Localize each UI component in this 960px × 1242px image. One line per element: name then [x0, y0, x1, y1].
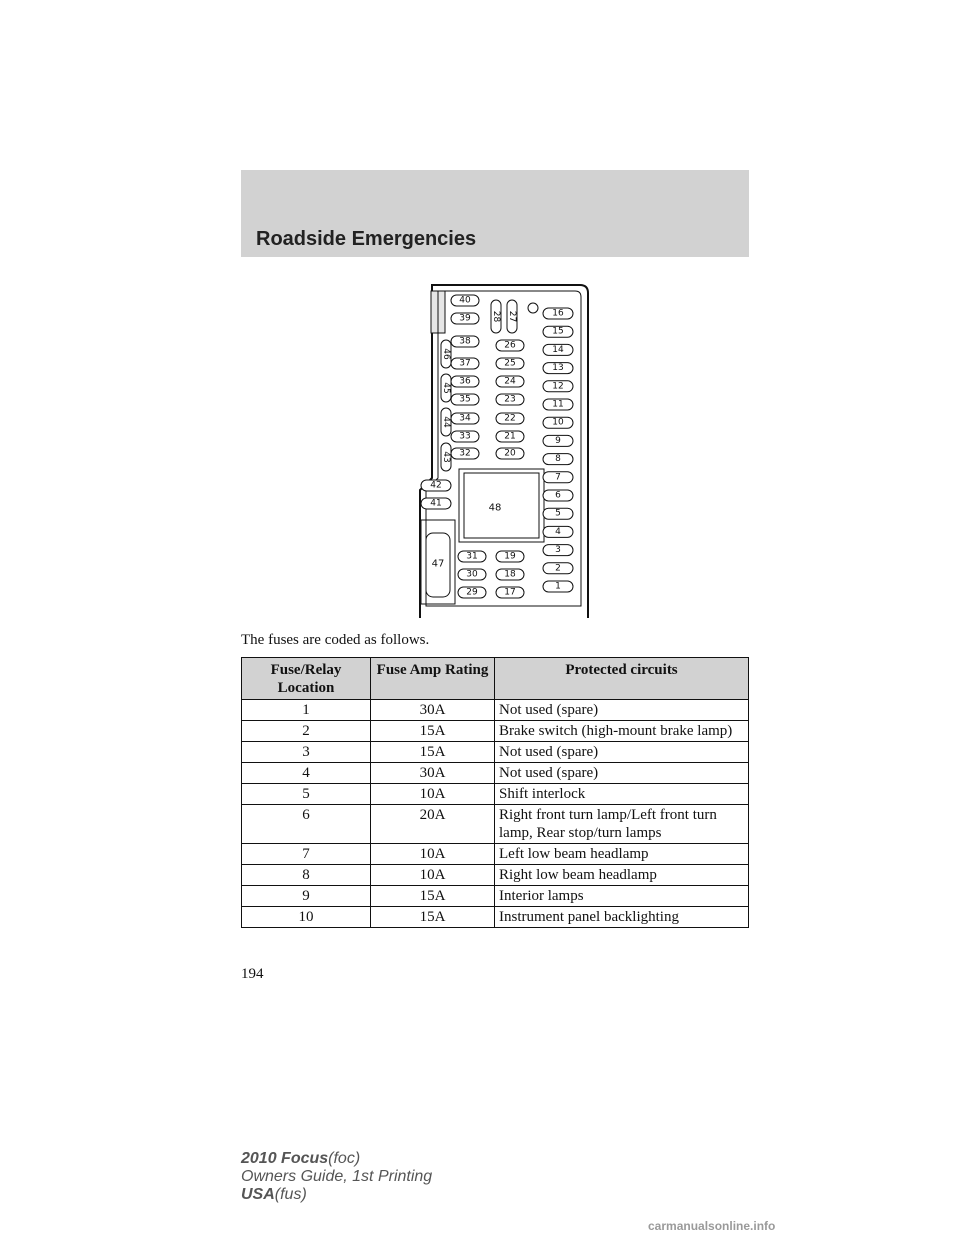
fuse-27-label: 27 — [507, 310, 517, 323]
fuse-33-label: 33 — [459, 431, 471, 442]
fuse-40-label: 40 — [459, 295, 471, 306]
cell-rating: 10A — [371, 844, 495, 865]
fuse-5-label: 5 — [555, 508, 561, 519]
fuse-table — [241, 657, 749, 928]
fuse-43 — [441, 443, 451, 471]
fuse-27 — [507, 300, 517, 333]
fuse-37-label: 37 — [459, 358, 471, 369]
fuse-16 — [543, 308, 573, 319]
cell-location: 8 — [242, 865, 371, 886]
fuse-17-label: 17 — [504, 587, 516, 598]
fuse-7-label: 7 — [555, 472, 561, 483]
fuse-32-label: 32 — [459, 448, 471, 459]
fuse-31-label: 31 — [466, 551, 478, 562]
section-header — [241, 170, 749, 257]
fuse-46 — [441, 340, 451, 368]
fuse-2 — [543, 563, 573, 574]
fuse-20-label: 20 — [504, 448, 516, 459]
fuse-31 — [458, 551, 486, 562]
page-number: 194 — [241, 966, 264, 982]
cell-rating: 30A — [371, 763, 495, 784]
fuse-17 — [496, 587, 524, 598]
fuse-11 — [543, 399, 573, 410]
cell-location: 7 — [242, 844, 371, 865]
cell-rating: 20A — [371, 805, 495, 844]
fuse-16-label: 16 — [552, 308, 564, 319]
cell-rating: 10A — [371, 865, 495, 886]
fuse-24-label: 24 — [504, 376, 516, 387]
fuse-39-label: 39 — [459, 313, 471, 324]
table-row — [242, 844, 749, 865]
watermark: carmanualsonline.info — [648, 1219, 776, 1233]
table-header-row — [242, 658, 749, 700]
footer-model-code: (foc) — [328, 1150, 361, 1167]
cell-location: 6 — [242, 805, 371, 844]
cell-circuits: Instrument panel backlighting — [495, 907, 749, 928]
cell-location: 9 — [242, 886, 371, 907]
cell-circuits: Not used (spare) — [495, 742, 749, 763]
fuse-39 — [451, 313, 479, 324]
cell-rating: 15A — [371, 907, 495, 928]
cell-circuits: Right front turn lamp/Left front turn lamp, Rear stop/turn lamps — [495, 805, 749, 844]
fuse-41 — [421, 498, 451, 509]
cell-circuits: Not used (spare) — [495, 700, 749, 721]
fuse-2-label: 2 — [555, 563, 561, 574]
cell-circuits: Brake switch (high-mount brake lamp) — [495, 721, 749, 742]
fuse-19 — [496, 551, 524, 562]
fuse-13-label: 13 — [552, 363, 564, 374]
cell-location: 4 — [242, 763, 371, 784]
fuse-25-label: 25 — [504, 358, 516, 369]
footer-region: USA — [241, 1186, 275, 1203]
fuse-45-label: 45 — [441, 382, 451, 394]
fuse-3 — [543, 545, 573, 556]
fuse-25 — [496, 358, 524, 369]
fuse-4-label: 4 — [555, 526, 561, 537]
fuse-26 — [496, 340, 524, 351]
table-row — [242, 805, 749, 844]
fuse-18 — [496, 569, 524, 580]
fuse-10-label: 10 — [552, 417, 564, 428]
footer-line-1 — [241, 1150, 432, 1168]
footer-region-code: (fus) — [274, 1186, 307, 1203]
fuse-36-label: 36 — [459, 376, 471, 387]
fuse-panel-diagram — [400, 280, 600, 618]
fuse-6-label: 6 — [555, 490, 561, 501]
fuse-23 — [496, 394, 524, 405]
fuse-34 — [451, 413, 479, 424]
cell-circuits: Not used (spare) — [495, 763, 749, 784]
fuse-5 — [543, 508, 573, 519]
cell-circuits: Shift interlock — [495, 784, 749, 805]
fuse-8 — [543, 454, 573, 465]
fuse-37 — [451, 358, 479, 369]
fuse-35 — [451, 394, 479, 405]
cell-rating: 10A — [371, 784, 495, 805]
header-circuits: Protected circuits — [495, 658, 749, 700]
document-footer — [241, 1150, 432, 1204]
fuse-38 — [451, 336, 479, 347]
fuse-19-label: 19 — [504, 551, 516, 562]
fuse-43-label: 43 — [441, 451, 451, 463]
fuse-4 — [543, 526, 573, 537]
fuse-44-label: 44 — [441, 416, 451, 428]
fuse-1-label: 1 — [555, 581, 561, 592]
cell-rating: 15A — [371, 742, 495, 763]
cell-rating: 30A — [371, 700, 495, 721]
table-row — [242, 742, 749, 763]
table-row — [242, 907, 749, 928]
fuse-12 — [543, 381, 573, 392]
fuse-14-label: 14 — [552, 344, 564, 355]
fuse-45 — [441, 374, 451, 402]
footer-model: 2010 Focus — [241, 1150, 329, 1167]
table-row — [242, 784, 749, 805]
cell-location: 1 — [242, 700, 371, 721]
fuse-9 — [543, 435, 573, 446]
fuse-32 — [451, 448, 479, 459]
fuse-42 — [421, 480, 451, 491]
fuse-8-label: 8 — [555, 454, 561, 465]
fuse-20 — [496, 448, 524, 459]
fuse-29-label: 29 — [466, 587, 478, 598]
fuse-21-label: 21 — [504, 431, 516, 442]
relay-48-label: 48 — [488, 502, 502, 514]
fuse-14 — [543, 344, 573, 355]
relay-48-body — [464, 473, 539, 538]
cell-location: 10 — [242, 907, 371, 928]
fuse-34-label: 34 — [459, 413, 471, 424]
section-title: Roadside Emergencies — [256, 228, 477, 250]
cell-circuits: Right low beam headlamp — [495, 865, 749, 886]
table-row — [242, 700, 749, 721]
cell-location: 3 — [242, 742, 371, 763]
fuse-41-label: 41 — [430, 498, 442, 509]
table-row — [242, 886, 749, 907]
table-row — [242, 721, 749, 742]
fuse-46-label: 46 — [441, 348, 451, 360]
fuse-28-label: 28 — [491, 310, 501, 323]
table-row — [242, 763, 749, 784]
footer-line-3 — [241, 1186, 432, 1204]
table-row — [242, 865, 749, 886]
fuse-40 — [451, 295, 479, 306]
fuse-13 — [543, 363, 573, 374]
fuse-29 — [458, 587, 486, 598]
cell-location: 2 — [242, 721, 371, 742]
fuse-24 — [496, 376, 524, 387]
fuse-18-label: 18 — [504, 569, 516, 580]
fuse-15-label: 15 — [552, 326, 564, 337]
intro-text: The fuses are coded as follows. — [241, 632, 430, 648]
fuse-36 — [451, 376, 479, 387]
fuse-44 — [441, 408, 451, 436]
footer-line-2: Owners Guide, 1st Printing — [241, 1168, 433, 1185]
cell-rating: 15A — [371, 886, 495, 907]
cell-circuits: Left low beam headlamp — [495, 844, 749, 865]
fuse-10 — [543, 417, 573, 428]
cell-rating: 15A — [371, 721, 495, 742]
fuse-12-label: 12 — [552, 381, 564, 392]
fuse-7 — [543, 472, 573, 483]
fuse-30-label: 30 — [466, 569, 478, 580]
fuse-23-label: 23 — [504, 394, 516, 405]
fuse-11-label: 11 — [552, 399, 564, 410]
header-rating: Fuse Amp Rating — [371, 658, 495, 700]
fuse-38-label: 38 — [459, 336, 471, 347]
header-location: Fuse/Relay Location — [242, 658, 371, 700]
relay-47-label: 47 — [431, 558, 445, 570]
panel-mount-hole — [528, 303, 538, 313]
fuse-panel-svg — [400, 280, 600, 618]
fuse-21 — [496, 431, 524, 442]
fuse-35-label: 35 — [459, 394, 471, 405]
fuse-22 — [496, 413, 524, 424]
fuse-30 — [458, 569, 486, 580]
fuse-22-label: 22 — [504, 413, 516, 424]
fuse-33 — [451, 431, 479, 442]
fuse-6 — [543, 490, 573, 501]
cell-location: 5 — [242, 784, 371, 805]
fuse-9-label: 9 — [555, 435, 561, 446]
fuse-42-label: 42 — [430, 480, 442, 491]
fuse-15 — [543, 326, 573, 337]
fuse-28 — [491, 300, 501, 333]
cell-circuits: Interior lamps — [495, 886, 749, 907]
fuse-3-label: 3 — [555, 545, 561, 556]
fuse-1 — [543, 581, 573, 592]
fuse-26-label: 26 — [504, 340, 516, 351]
